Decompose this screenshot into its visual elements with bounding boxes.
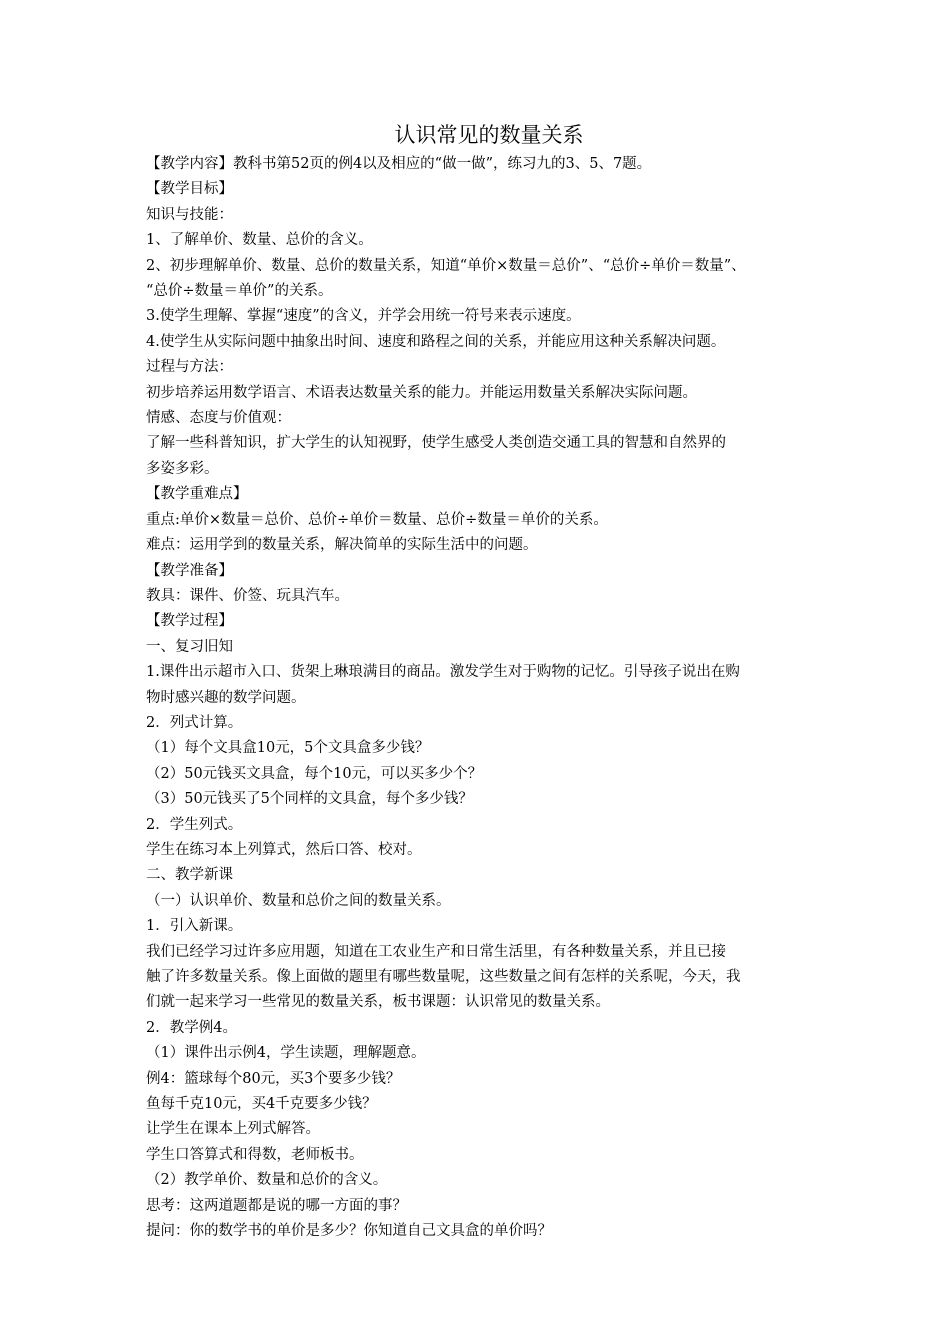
text-line: 4.使学生从实际问题中抽象出时间、速度和路程之间的关系，并能应用这种关系解决问题。 bbox=[146, 333, 726, 350]
text-line: 学生在练习本上列算式，然后口答、校对。 bbox=[146, 841, 422, 858]
document-page bbox=[146, 118, 826, 1244]
text-line: 思考：这两道题都是说的哪一方面的事？ bbox=[146, 1197, 407, 1214]
document-body bbox=[146, 152, 826, 1244]
text-line: 了解一些科普知识，扩大学生的认知视野，使学生感受人类创造交通工具的智慧和自然界的 bbox=[146, 435, 726, 452]
text-line: 过程与方法： bbox=[146, 359, 233, 376]
text-line: 多姿多彩。 bbox=[146, 460, 219, 477]
text-line: 们就一起来学习一些常见的数量关系，板书课题：认识常见的数量关系。 bbox=[146, 994, 610, 1011]
text-line: 【教学准备】 bbox=[146, 562, 233, 579]
text-line: （2）50元钱买文具盒，每个10元，可以买多少个？ bbox=[146, 765, 483, 782]
text-line: 【教学过程】 bbox=[146, 613, 233, 630]
text-line: 让学生在课本上列式解答。 bbox=[146, 1121, 320, 1138]
text-line: 2．学生列式。 bbox=[146, 816, 243, 833]
text-line: 重点:单价×数量＝总价、总价÷单价＝数量、总价÷数量＝单价的关系。 bbox=[146, 511, 608, 528]
text-line: 难点：运用学到的数量关系，解决简单的实际生活中的问题。 bbox=[146, 537, 538, 554]
text-line: 例4：篮球每个80元，买3个要多少钱？ bbox=[146, 1070, 401, 1087]
text-line: （2）教学单价、数量和总价的含义。 bbox=[146, 1172, 388, 1189]
text-line: （一）认识单价、数量和总价之间的数量关系。 bbox=[146, 892, 451, 909]
text-line: 2．列式计算。 bbox=[146, 714, 243, 731]
text-line: 二、教学新课 bbox=[146, 867, 233, 884]
text-line: 1、了解单价、数量、总价的含义。 bbox=[146, 232, 373, 249]
text-line: 情感、态度与价值观： bbox=[146, 410, 291, 427]
text-line: “总价÷数量＝单价”的关系。 bbox=[146, 283, 333, 300]
text-line: 知识与技能： bbox=[146, 206, 233, 223]
text-line: 教具：课件、价签、玩具汽车。 bbox=[146, 587, 349, 604]
text-line: （1）课件出示例4，学生读题，理解题意。 bbox=[146, 1045, 426, 1062]
text-line: 学生口答算式和得数，老师板书。 bbox=[146, 1146, 364, 1163]
text-line: 初步培养运用数学语言、术语表达数量关系的能力。并能运用数量关系解决实际问题。 bbox=[146, 384, 697, 401]
text-line: （3）50元钱买了5个同样的文具盒，每个多少钱？ bbox=[146, 791, 473, 808]
text-line: 我们已经学习过许多应用题，知道在工农业生产和日常生活里，有各种数量关系，并且已接 bbox=[146, 943, 726, 960]
text-line: 提问：你的数学书的单价是多少？你知道自己文具盒的单价吗？ bbox=[146, 1223, 552, 1240]
text-line: 【教学内容】教科书第52页的例4以及相应的“做一做”，练习九的3、5、7题。 bbox=[146, 156, 652, 172]
text-line: 2、初步理解单价、数量、总价的数量关系，知道“单价×数量＝总价”、“总价÷单价＝数量”、 bbox=[146, 257, 746, 274]
text-line: 物时感兴趣的数学问题。 bbox=[146, 689, 306, 706]
text-line: 【教学目标】 bbox=[146, 181, 233, 198]
text-line: 2．教学例4。 bbox=[146, 1019, 237, 1036]
text-line: 鱼每千克10元，买4千克要多少钱？ bbox=[146, 1096, 377, 1113]
text-line: 触了许多数量关系。像上面做的题里有哪些数量呢，这些数量之间有怎样的关系呢，今天，我 bbox=[146, 969, 741, 985]
text-line: 1.课件出示超市入口、货架上琳琅满目的商品。激发学生对于购物的记忆。引导孩子说出在购 bbox=[146, 664, 740, 681]
text-line: （1）每个文具盒10元，5个文具盒多少钱？ bbox=[146, 740, 430, 757]
text-line: 一、复习旧知 bbox=[146, 638, 233, 655]
document-title: 认识常见的数量关系 bbox=[394, 123, 584, 147]
text-line: 3.使学生理解、掌握“速度”的含义，并学会用统一符号来表示速度。 bbox=[146, 308, 581, 325]
text-line: 1．引入新课。 bbox=[146, 918, 243, 935]
text-line: 【教学重难点】 bbox=[146, 486, 248, 503]
